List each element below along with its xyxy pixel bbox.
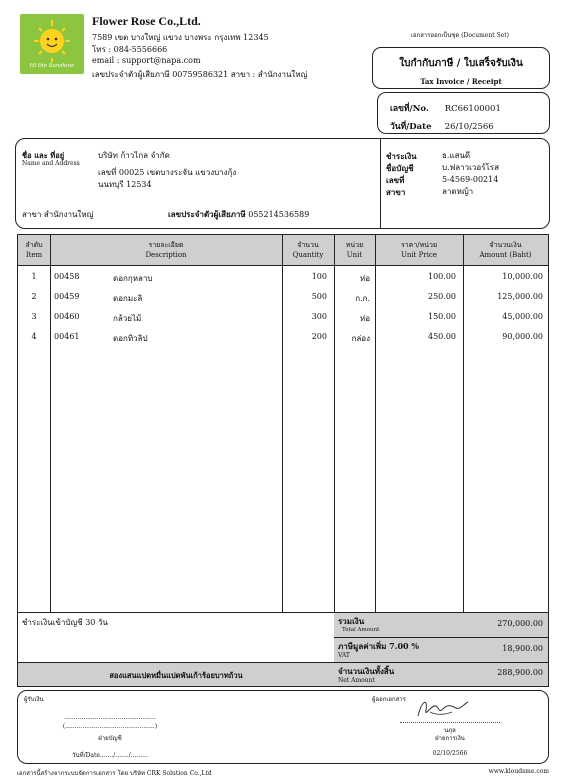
- amount-in-words: สองแสนแปดหมื่นแปดพันเก้าร้อยบาทถ้วน: [109, 671, 243, 680]
- company-logo: [20, 14, 84, 74]
- row-2-code: 00459: [54, 292, 80, 301]
- row-4-code: 00461: [54, 332, 80, 341]
- header-quantity: จำนวน Quantity: [292, 241, 324, 259]
- doc-date-label: วันที่/Date: [390, 122, 432, 132]
- row-3-description: กล้วยไม้: [113, 314, 142, 323]
- total-label-en: Total Amount: [342, 627, 380, 633]
- issuer-signature-icon: [412, 696, 472, 722]
- summary-divider-left: [18, 612, 334, 613]
- row-3-amount: 45,000.00: [502, 312, 543, 321]
- payment-label-method: ชำระเงิน: [386, 151, 417, 161]
- row-2-item: 2: [31, 292, 37, 301]
- row-4-item: 4: [31, 332, 37, 341]
- total-row: [334, 612, 548, 637]
- vat-row: [334, 637, 548, 662]
- customer-name-label-en: Name and Address: [22, 160, 80, 167]
- total-value: 270,000.00: [497, 619, 543, 628]
- company-name: Flower Rose Co.,Ltd.: [92, 14, 201, 28]
- receiver-date: วันที่/Date......./......./.........: [72, 752, 148, 759]
- receiver-label: ผู้รับเงิน: [24, 696, 44, 703]
- document-set-label: เอกสารออกเป็นชุด (Document Set): [410, 32, 510, 39]
- issuer-name: นภุล: [444, 727, 456, 734]
- customer-tax-value: 055214536589: [248, 210, 310, 219]
- row-4-unit: กล่อง: [351, 334, 370, 343]
- receiver-name-paren: (...............................................): [62, 723, 158, 730]
- row-4-description: ดอกทิวลิป: [113, 334, 148, 343]
- row-2-unit: ก.ก.: [355, 294, 370, 303]
- customer-name-label: ชื่อ และ ที่อยู่: [22, 151, 65, 160]
- customer-tax-label: เลขประจำตัวผู้เสียภาษี: [168, 209, 246, 219]
- doc-date-value: 26/10/2566: [444, 122, 494, 132]
- row-3-price: 150.00: [428, 312, 456, 321]
- issuer-date: 02/10/2566: [432, 750, 468, 757]
- doc-no-label: เลขที่/No.: [390, 104, 429, 114]
- payment-label-branch: สาขา: [386, 187, 406, 197]
- customer-divider: [380, 138, 381, 229]
- net-value: 288,900.00: [497, 668, 543, 677]
- receiver-role: ฝ่ายบัญชี: [98, 735, 122, 742]
- payment-value-number: 5-4569-00214: [442, 175, 499, 184]
- header-item: ลำดับ Item: [25, 241, 43, 259]
- payment-labels: [386, 150, 417, 198]
- row-1-amount: 10,000.00: [502, 272, 543, 281]
- items-table: [17, 234, 549, 687]
- document-number-box: [377, 92, 550, 134]
- title-thai: ใบกำกับภาษี / ใบเสร็จรับเงิน: [399, 58, 523, 69]
- row-4-price: 450.00: [428, 332, 456, 341]
- header-description: รายละเอียด Description: [145, 241, 187, 259]
- row-2-amount: 125,000.00: [497, 292, 543, 301]
- title-english: Tax Invoice / Receipt: [420, 77, 502, 86]
- row-3-unit: ห่อ: [359, 314, 370, 323]
- payment-value-method: ธ.แสนดี: [442, 151, 471, 160]
- payment-label-number: เลขที่: [386, 175, 405, 185]
- customer-branch: สาขา สำนักงานใหญ่: [22, 210, 94, 219]
- net-row: [334, 662, 548, 686]
- row-3-item: 3: [31, 312, 37, 321]
- vat-label: ภาษีมูลค่าเพิ่ม 7.00 %: [338, 641, 419, 651]
- row-1-unit: ห่อ: [359, 274, 370, 283]
- payment-value-branch: ลาดหญ้า: [442, 187, 474, 196]
- footer-website: www.kloudsme.com: [488, 768, 549, 775]
- customer-name: บริษัท ก้าวไกล จำกัด: [98, 151, 170, 160]
- header-unit: หน่วย Unit: [345, 241, 364, 259]
- customer-address-1: เลขที่ 00025 เขตบางระจัน แขวงบางกุ้ง: [98, 168, 237, 177]
- row-1-code: 00458: [54, 272, 80, 281]
- company-tax-id: เลขประจำตัวผู้เสียภาษี 00759586321 สาขา : สำนักงานใหญ่: [92, 70, 308, 79]
- amount-in-words-row: [18, 662, 334, 686]
- row-1-description: ดอกกุหลาบ: [113, 274, 153, 283]
- payment-label-account: ชื่อบัญชี: [386, 163, 414, 173]
- document-title-box: [372, 47, 550, 89]
- payment-values: [442, 150, 499, 198]
- customer-address-2: นนทบุรี 12534: [98, 180, 152, 189]
- vat-label-en: VAT: [338, 652, 350, 659]
- row-2-price: 250.00: [428, 292, 456, 301]
- issuer-signature-line: [400, 722, 500, 723]
- issuer-role: ฝ่ายการเงิน: [435, 735, 465, 742]
- doc-no-value: RC66100001: [444, 104, 501, 114]
- payment-value-account: บ.ฟลาวเวอร์โรส: [442, 163, 499, 172]
- footer-generated-by: เอกสารนี้สร้างจากระบบจัดการเอกสาร โดย บริษัท CRK Solution Co.,Ltd: [17, 770, 212, 777]
- row-4-amount: 90,000.00: [502, 332, 543, 341]
- row-1-price: 100.00: [428, 272, 456, 281]
- net-label-en: Net Amount: [338, 677, 375, 684]
- company-email: email : support@napa.com: [92, 56, 201, 65]
- row-4-qty: 200: [311, 332, 327, 341]
- row-1-item: 1: [31, 272, 37, 281]
- net-label: จำนวนเงินทั้งสิ้น: [338, 666, 395, 676]
- company-address: 7589 เขต บางใหญ่ แขวง บางพระ กรุงเทพ 12345: [92, 33, 269, 42]
- row-2-qty: 500: [311, 292, 327, 301]
- row-3-qty: 300: [311, 312, 327, 321]
- company-phone: โทร : 084-5556666: [92, 45, 168, 54]
- col-divider: [50, 235, 51, 612]
- header-amount: จำนวนเงิน Amount (Baht): [479, 241, 532, 259]
- header-unit-price: ราคา/หน่วย Unit Price: [400, 241, 438, 259]
- issuer-label: ผู้ออกเอกสาร: [372, 696, 406, 703]
- logo-text: Hi the Sunshine: [29, 63, 75, 69]
- row-2-description: ดอกมะลิ: [113, 294, 143, 303]
- total-label: รวมเงิน: [338, 616, 365, 626]
- receiver-signature-line: ................................................: [64, 714, 156, 721]
- row-3-code: 00460: [54, 312, 80, 321]
- payment-terms: ชำระเงินเข้าบัญชี 30 วัน: [22, 618, 108, 627]
- row-1-qty: 100: [311, 272, 327, 281]
- vat-value: 18,900.00: [502, 644, 543, 653]
